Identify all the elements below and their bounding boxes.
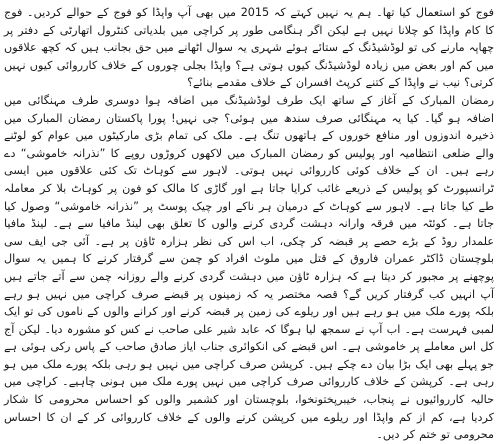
- article-paragraph-1: فوج کو استعمال کیا تھا۔ ہم یہ نہیں کہتے کہ 2015 میں بھی آپ واپڈا کو فوج کے حوالے کردیں۔ فوج کا کام واپڈا کو چلانا نہیں ہے لیکن اگر ہنگامی طور پر کراچی میں بلدیاتی کنٹرول اتھارٹی کے دفتر پر چھاپہ مارنے کی تو لوڈشیڈنگ کے ستائے ہوئے شہری یہ سوال اٹھانے میں حق بجانب ہیں کہ کچھ علاقوں میں کم اور بعض میں زیادہ لوڈشیڈنگ کیوں ہوتی ہے؟ واپڈا بجلی چوروں کے خلاف کارروائی کیوں نہیں کرتی؟ نیب نے واپڈا کے کتنے کرپٹ افسران کے خلاف مقدمے بنائے؟: [4, 6, 494, 90]
- article-paragraph-2: رمضان المبارک کے آغاز کے ساتھ ایک طرف لوڈشیڈنگ میں اضافہ ہوا دوسری طرف مہنگائی میں اضافہ ہو گیا۔ کیا یہ مہنگائی صرف سندھ میں ہوئی؟ جی نہیں! پورا پاکستان رمضان المبارک میں ذخیرہ اندوزوں اور منافع خوروں کے ہاتھوں تنگ ہے۔ ملک کی تمام بڑی مارکیٹوں میں عوام کو لوٹنے والے ضلعی انتظامیہ اور پولیس کو رمضان المبارک میں لاکھوں کروڑوں روپے کا ”نذرانہ خاموشی“ دے رہے ہیں۔ ان کے خلاف کوئی کارروائی نہیں ہوتی۔ لاہور سے کوہاٹ تک کئی علاقوں میں ایسی ٹرانسپورٹ کو پولیس کے ذریعے غائب کرایا جاتا ہے اور گاڑی کا مالک کو فون پر کوہاٹ بلا کر معاملہ طے کیا جاتا ہے۔ لاہور سے کوہاٹ کے درمیان ہر ناکے اور چیک پوسٹ پر ”نذرانہ خاموشی“ وصول کیا جاتا ہے۔ کوئٹہ میں فرقہ وارانہ دہشت گردی کرنے والوں کا تعلق بھی لینڈ مافیا سے ہے۔ لینڈ مافیا علمدار روڈ کے بڑے حصے پر قبضہ کر چکی، اب اس کی نظر ہزارہ ٹاؤن پر ہے۔ آئی جی ایف سی بلوچستان ڈاکٹر عمران فاروق کے قتل میں ملوث افراد کو چمن سے گرفتار کرنے کا ہمیں یہ سوال پوچھنے پر مجبور کر دیتا ہے کہ ہزارہ ٹاؤن میں دہشت گردی کرنے والے روزانہ چمن سے آتے جاتے ہیں آپ انہیں کب گرفتار کریں گے؟ قصہ مختصر یہ کہ زمینوں پر قبضے صرف کراچی میں نہیں ہو رہے بلکہ پورے ملک میں ہو رہے ہیں اور ریلوے کی زمین پر قبضہ کرنے اور کرانے والوں کے ناموں کی تو ایک لمبی فہرست ہے۔ اب آپ نے سمجھ لیا ہوگا کہ عابد شیر علی صاحب نے کس کو مشورہ دیا۔ لیکن آج کل اس معاملے پر خاموشی ہے۔ اس قبضے کی انکوائری جناب ایاز صادق صاحب کے پاس رکی ہوئی ہے جو پہلے بھی ایک بڑا بیان دے چکے ہیں۔ کرپشن صرف کراچی میں نہیں ہو رہی بلکہ پورے ملک میں ہو رہی ہے۔ کرپشن کے خلاف کارروائی صرف کراچی میں نہیں پورے ملک میں ہونی چاہیے۔ کراچی میں حالیہ کارروائیوں نے پنجاب، خیبرپختونخوا، بلوچستان اور کشمیر والوں کو احساس محرومی کا شکار کردیا ہے، کم از کم واپڈا اور ریلوے میں کرپشن کرنے والوں کے خلاف کارروائی کر کے ان کا احساس محرومی تو ختم کر دیں۔: [4, 93, 494, 442]
